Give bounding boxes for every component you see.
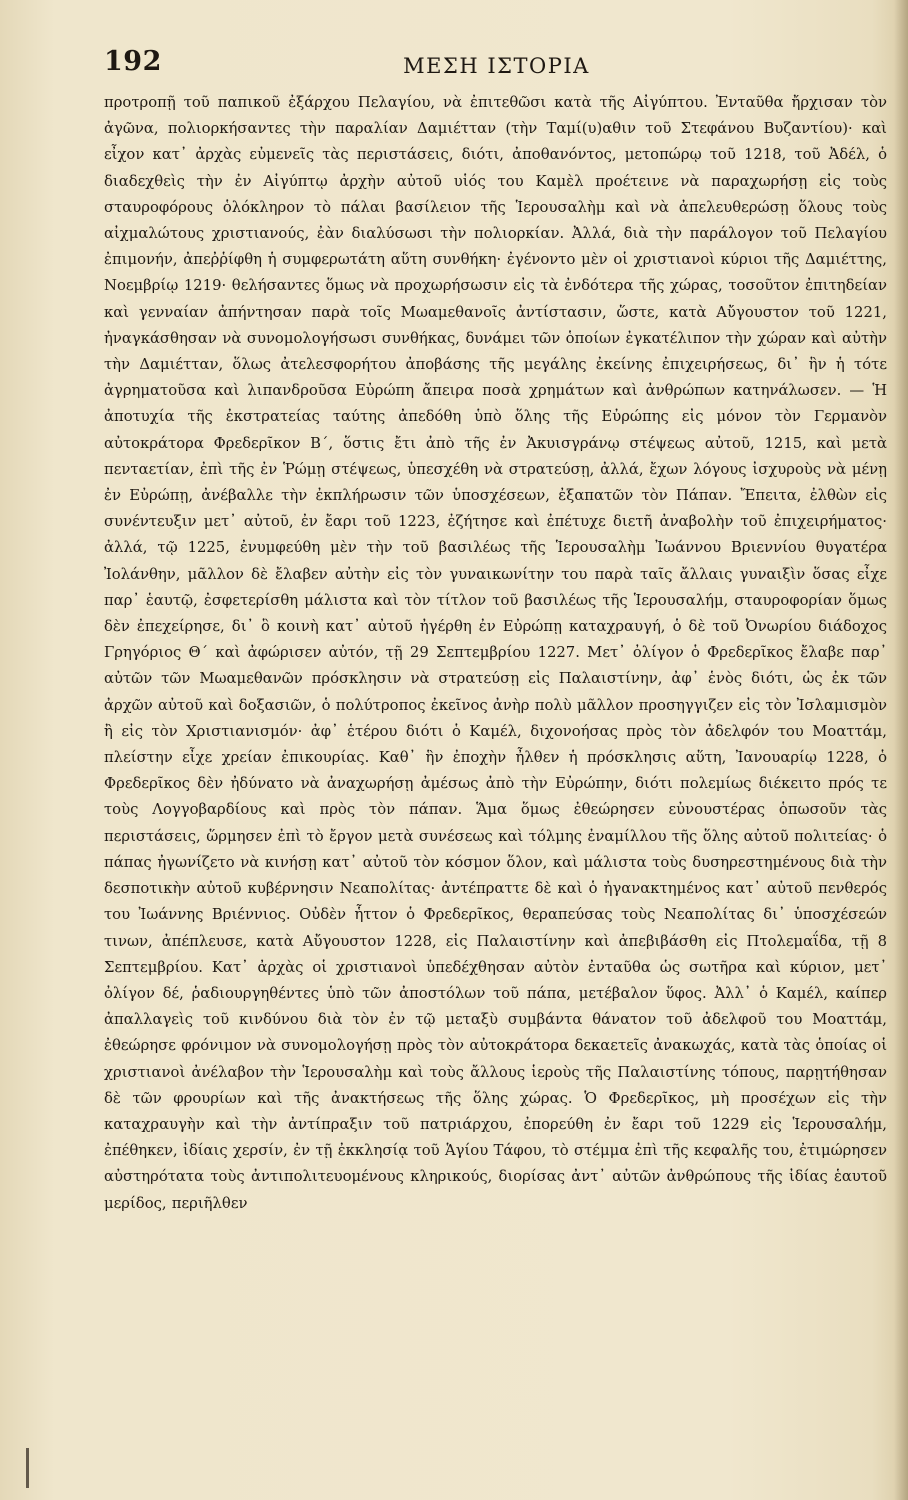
- page-number: 192: [104, 46, 162, 77]
- running-title: ΜΕΣΗ ΙΣΤΟΡΙΑ: [403, 54, 590, 78]
- body-paragraph: προτροπῇ τοῦ παπικοῦ ἐξάρχου Πελαγίου, νὰ ἐπιτεθῶσι κατὰ τῆς Αἰγύπτου. Ἐνταῦθα ἤρχισαν τὸν ἀγῶνα, πολιορκήσαντες τὴν παραλίαν Δαμιέτταν (τὴν Ταμί(υ)αθιν τοῦ Στεφάνου Βυζαντίου)· καὶ εἶχον κατ᾽ ἀρχὰς εὐμενεῖς τὰς περιστάσεις, διότι, ἀποθανόντος, μετοπώρῳ τοῦ 1218, τοῦ Ἀδέλ, ὁ διαδεχθεὶς τὴν ἐν Αἰγύπτῳ ἀρχὴν αὐτοῦ υἱός του Καμὲλ προέτεινε νὰ παραχωρήσῃ εἰς τοὺς σταυροφόρους ὁλόκληρον τὸ πάλαι βασίλειον τῆς Ἱερουσαλὴμ καὶ νὰ ἀπελευθερώσῃ ὅλους τοὺς αἰχμαλώτους χριστιανούς, ἐὰν διαλύσωσι τὴν πολιορκίαν. Ἀλλά, διὰ τὴν παράλογον τοῦ Πελαγίου ἐπιμονήν, ἀπεῤῥίφθη ἡ συμφερωτάτη αὕτη συνθήκη· ἐγένοντο μὲν οἱ χριστιανοὶ κύριοι τῆς Δαμιέττης, Νοεμβρίῳ 1219· θελήσαντες ὅμως νὰ προχωρήσωσιν εἰς τὰ ἐνδότερα τῆς χώρας, τοσοῦτον ἐπιτηδείαν καὶ γενναίαν ἀπήντησαν παρὰ τοῖς Μωαμεθανοῖς ἀντίστασιν, ὥστε, κατὰ Αὔγουστον τοῦ 1221, ἠναγκάσθησαν νὰ συνομολογήσωσι συνθήκας, δυνάμει τῶν ὁποίων ἐγκατέλιπον τὴν χώραν καὶ αὐτὴν τὴν Δαμιέτταν, ὅλως ἀτελεσφορήτου ἀποβάσης τῆς μεγάλης ἐκείνης ἐπιχειρήσεως, δι᾽ ἣν ἡ τότε ἀγρηματοῦσα καὶ λιπανδροῦσα Εὐρώπη ἄπειρα ποσὰ χρημάτων καὶ ἀνθρώπων κατηνάλωσεν. — Ἡ ἀποτυχία τῆς ἐκστρατείας ταύτης ἀπεδόθη ὑπὸ ὅλης τῆς Εὐρώπης εἰς μόνον τὸν Γερμανὸν αὐτοκράτορα Φρεδερῖκον Β´, ὅστις ἔτι ἀπὸ τῆς ἐν Ἀκυισγράνῳ στέψεως αὐτοῦ, 1215, καὶ μετὰ πενταετίαν, ἐπὶ τῆς ἐν Ῥώμῃ στέψεως, ὑπεσχέθη νὰ στρατεύσῃ, ἀλλά, ἔχων λόγους ἰσχυροὺς νὰ μένῃ ἐν Εὐρώπῃ, ἀνέβαλλε τὴν ἐκπλήρωσιν τῶν ὑποσχέσεων, ἐξαπατῶν τὸν Πάπαν. Ἔπειτα, ἐλθὼν εἰς συνέντευξιν μετ᾽ αὐτοῦ, ἐν ἔαρι τοῦ 1223, ἐζήτησε καὶ ἐπέτυχε διετῆ ἀναβολὴν τοῦ ἐπιχειρήματος· ἀλλά, τῷ 1225, ἐνυμφεύθη μὲν τὴν τοῦ βασιλέως τῆς Ἱερουσαλὴμ Ἰωάννου Βριεννίου θυγατέρα Ἰολάνθην, μᾶλλον δὲ ἔλαβεν αὐτὴν εἰς τὸν γυναικωνίτην του παρὰ ταῖς ἄλλαις γυναιξὶν ὅσας εἶχε παρ᾽ ἑαυτῷ, ἐσφετερίσθη μάλιστα καὶ τὸν τίτλον τοῦ βασιλέως τῆς Ἱερουσαλήμ, σταυροφορίαν ὅμως δὲν ἐπεχείρησε, δι᾽ ὃ κοινὴ κατ᾽ αὐτοῦ ἠγέρθη ἐν Εὐρώπῃ καταχραυγή, ὁ δὲ τοῦ Ὀνωρίου διάδοχος Γρηγόριος Θ´ καὶ ἀφώρισεν αὐτόν, τῇ 29 Σεπτεμβρίου 1227. Μετ᾽ ὀλίγον ὁ Φρεδερῖκος ἔλαβε παρ᾽ αὐτῶν τῶν Μωαμεθανῶν πρόσκλησιν νὰ στρατεύσῃ εἰς Παλαιστίνην, ἀφ᾽ ἑνὸς διότι, ὡς ἐκ τῶν ἀρχῶν αὐτοῦ καὶ δοξασιῶν, ὁ πολύτροπος ἐκεῖνος ἀνὴρ πολὺ μᾶλλον προσηγγιζεν εἰς τὸν Ἰσλαμισμὸν ἢ εἰς τὸν Χριστιανισμόν· ἀφ᾽ ἑτέρου διότι ὁ Καμέλ, διχονοήσας πρὸς τὸν ἀδελφόν του Μοαττάμ, πλείστην εἶχε χρείαν ἐπικουρίας. Καθ᾽ ἣν ἐποχὴν ἦλθεν ἡ πρόσκλησις αὕτη, Ἰανουαρίῳ 1228, ὁ Φρεδερῖκος δὲν ἠδύνατο νὰ ἀναχωρήσῃ ἀμέσως ἀπὸ τὴν Εὐρώπην, διότι πολεμίως διέκειτο πρός τε τοὺς Λογγοβαρδίους καὶ πρὸς τὸν πάπαν. Ἅμα ὅμως ἐθεώρησεν εὐνουστέρας ὁπωσοῦν τὰς περιστάσεις, ὥρμησεν ἐπὶ τὸ ἔργον μετὰ συνέσεως καὶ τόλμης ἐναμίλλου τῆς ὅλης αὐτοῦ πολιτείας· ὁ πάπας ἠγωνίζετο νὰ κινήσῃ κατ᾽ αὐτοῦ τὸν κόσμον ὅλον, καὶ μάλιστα τοὺς δυσηρεστημένους διὰ τὴν δεσποτικὴν αὐτοῦ κυβέρνησιν Νεαπολίτας· ἀντέπραττε δὲ καὶ ὁ ἠγανακτημένος κατ᾽ αὐτοῦ πενθερός του Ἰωάννης Βριέννιος. Οὐδὲν ἧττον ὁ Φρεδερῖκος, θεραπεύσας τοὺς Νεαπολίτας δι᾽ ὑποσχέσεών τινων, ἀπέπλευσε, κατὰ Αὔγουστον 1228, εἰς Παλαιστίνην καὶ ἀπεβιβάσθη εἰς Πτολεμαΐδα, τῇ 8 Σεπτεμβρίου. Κατ᾽ ἀρχὰς οἱ χριστιανοὶ ὑπεδέχθησαν αὐτὸν ἐνταῦθα ὡς σωτῆρα καὶ κύριον, μετ᾽ ὀλίγον δέ, ῥαδιουργηθέντες ὑπὸ τῶν ἀποστόλων τοῦ πάπα, μετέβαλον ὕφος. Ἀλλ᾽ ὁ Καμέλ, καίπερ ἀπαλλαγεὶς τοῦ κινδύνου διὰ τὸν ἐν τῷ μεταξὺ συμβάντα θάνατον τοῦ ἀδελφοῦ του Μοαττάμ, ἐθεώρησε φρόνιμον νὰ συνομολογήσῃ πρὸς τὸν αὐτοκράτορα δεκαετεῖς ἀνακωχάς, κατὰ τὰς ὁποίας οἱ χριστιανοὶ ἀνέλαβον τὴν Ἱερουσαλὴμ καὶ τοὺς ἄλλους ἱεροὺς τῆς Παλαιστίνης τόπους, παρῃτήθησαν δὲ τῶν φρουρίων καὶ τῆς ἀνακτήσεως τῆς ὅλης χώρας. Ὁ Φρεδερῖκος, μὴ προσέχων εἰς τὴν καταχραυγὴν καὶ τὴν ἀντίπραξιν τοῦ πατριάρχου, ἐπορεύθη ἐν ἔαρι τοῦ 1229 εἰς Ἱερουσαλήμ, ἐπέθηκεν, ἰδίαις χερσίν, ἐν τῇ ἐκκλησίᾳ τοῦ Ἁγίου Τάφου, τὸ στέμμα ἐπὶ τῆς κεφαλῆς του, ἐτιμώρησεν αὐστηρότατα τοὺς ἀντιπολιτευομένους κληρικούς, διορίσας ἀντ᾽ αὐτῶν ἀνθρώπους τῆς ἰδίας ἑαυτοῦ μερίδος, περιῆλθεν: [104, 94, 887, 1212]
- page-spine-shadow: [894, 0, 908, 1500]
- page-header: [104, 44, 889, 84]
- margin-mark: [26, 1448, 39, 1488]
